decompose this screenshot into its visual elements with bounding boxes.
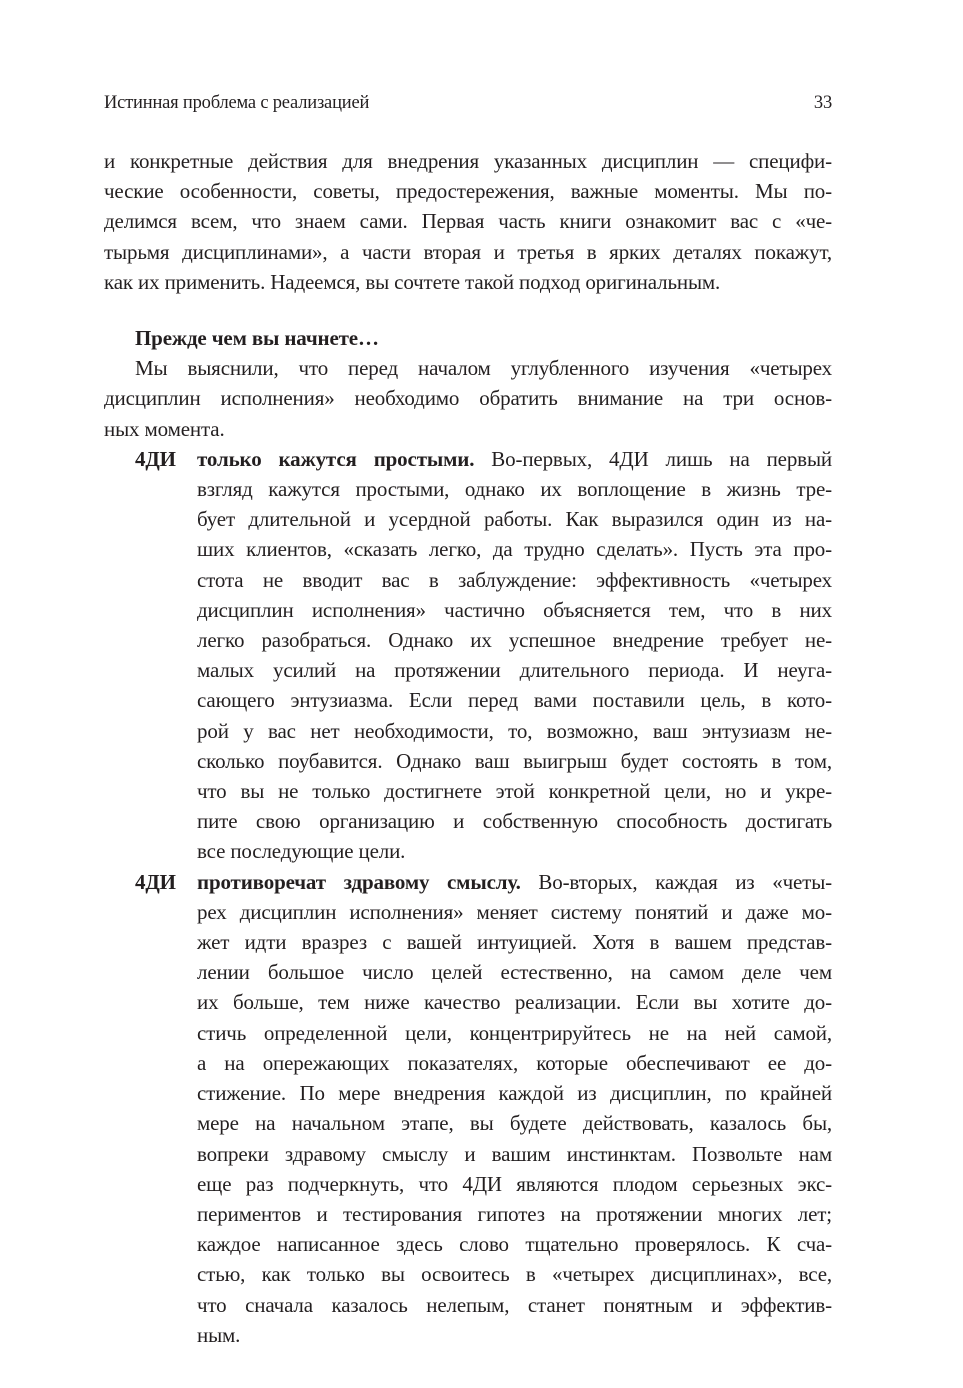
text-line: сколько поубавится. Однако ваш выигрыш будет состоять в том, bbox=[197, 748, 832, 773]
list-marker: 4ДИ bbox=[135, 446, 176, 471]
text-line: взгляд кажутся простыми, однако их воплощение в жизнь тре- bbox=[197, 477, 832, 502]
text-line: лении большое число целей естественно, на самом деле чем bbox=[197, 960, 832, 985]
text-line: все последующие цели. bbox=[197, 839, 406, 864]
text-line: рой у вас нет необходимости, то, возможно, ваш энтузиазм не- bbox=[197, 718, 832, 743]
section-paragraph bbox=[104, 353, 832, 444]
text-line: стичь определенной цели, концентрируйтесь не на ней самой, bbox=[197, 1020, 832, 1045]
text-line: стижение. По мере внедрения каждой из дисциплин, по крайней bbox=[197, 1081, 832, 1106]
text-line: ных момента. bbox=[104, 416, 225, 441]
running-head bbox=[104, 90, 832, 116]
text-line: что сначала казалось нелепым, станет понятным и эффектив- bbox=[197, 1292, 832, 1317]
text-fragment: Во-первых, 4ДИ лишь на первый bbox=[474, 446, 832, 471]
section-heading: Прежде чем вы начнете… bbox=[135, 326, 379, 351]
text-line: стью, как только вы освоитесь в «четырех дисциплинах», все, bbox=[197, 1262, 832, 1287]
text-line: дисциплин исполнения» частично объясняется тем, что в них bbox=[197, 597, 832, 622]
text-line: ным. bbox=[197, 1322, 241, 1347]
text-line: тырьмя дисциплинами», а части вторая и третья в ярких деталях покажут, bbox=[104, 239, 832, 264]
text-line bbox=[197, 444, 832, 474]
list-item-lead: только кажутся простыми. bbox=[197, 446, 475, 471]
page-number: 33 bbox=[813, 93, 832, 113]
text-line: что вы не только достигнете этой конкретной цели, но и укре- bbox=[197, 779, 832, 804]
text-line: вопреки здравому смыслу и вашим инстинктам. Позвольте нам bbox=[197, 1141, 832, 1166]
text-line: их больше, тем ниже качество реализации. Если вы хотите до- bbox=[197, 990, 832, 1015]
text-line: каждое написанное здесь слово тщательно проверялось. К сча- bbox=[197, 1232, 832, 1257]
text-line: бует длительной и усердной работы. Как выразился один из на- bbox=[197, 507, 832, 532]
list-item bbox=[104, 867, 832, 1350]
intro-paragraph bbox=[104, 146, 832, 297]
text-line: и конкретные действия для внедрения указанных дисциплин — специфи- bbox=[104, 149, 832, 173]
list-item-body bbox=[197, 444, 832, 867]
text-line: пите свою организацию и собственную способность достигать bbox=[197, 809, 832, 834]
text-line: Мы выяснили, что перед началом углубленного изучения «четырех bbox=[135, 356, 832, 381]
text-line: делимся всем, что знаем сами. Первая часть книги ознакомит вас с «че- bbox=[104, 209, 832, 234]
list-item bbox=[104, 444, 832, 867]
text-line: сающего энтузиазма. Если перед вами поставили цель, в кото- bbox=[197, 688, 832, 713]
text-line: периментов и тестирования гипотез на протяжении многих лет; bbox=[197, 1201, 832, 1226]
running-title: Истинная проблема с реализацией bbox=[104, 93, 370, 113]
text-line: еще раз подчеркнуть, что 4ДИ являются плодом серьезных экс- bbox=[197, 1171, 832, 1196]
text-line: ческие особенности, советы, предостережения, важные моменты. Мы по- bbox=[104, 179, 832, 204]
text-line: как их применить. Надеемся, вы сочтете такой подход оригинальным. bbox=[104, 269, 721, 294]
text-line: мере на начальном этапе, вы будете действовать, казалось бы, bbox=[197, 1111, 832, 1136]
text-line: ших клиентов, «сказать легко, да трудно сделать». Пусть эта про- bbox=[197, 537, 832, 562]
text-line bbox=[197, 867, 832, 897]
text-line: а на опережающих показателях, которые обеспечивают ее до- bbox=[197, 1050, 832, 1075]
text-line: малых усилий на протяжении длительного периода. И неуга- bbox=[197, 658, 832, 683]
list-item-lead: противоречат здравому смыслу. bbox=[197, 869, 521, 894]
list-item-body bbox=[197, 867, 832, 1350]
text-fragment: Во-вторых, каждая из «четы- bbox=[520, 869, 832, 894]
text-line: легко разобраться. Однако их успешное внедрение требует не- bbox=[197, 628, 832, 653]
text-line: стота не вводит вас в заблуждение: эффективность «четырех bbox=[197, 567, 832, 592]
text-line: рех дисциплин исполнения» меняет систему понятий и даже мо- bbox=[197, 899, 832, 924]
text-line: дисциплин исполнения» необходимо обратить внимание на три основ- bbox=[104, 386, 832, 411]
list-marker: 4ДИ bbox=[135, 869, 176, 894]
text-line: жет идти вразрез с вашей интуицией. Хотя в вашем представ- bbox=[197, 930, 832, 955]
body-text bbox=[104, 146, 832, 1350]
